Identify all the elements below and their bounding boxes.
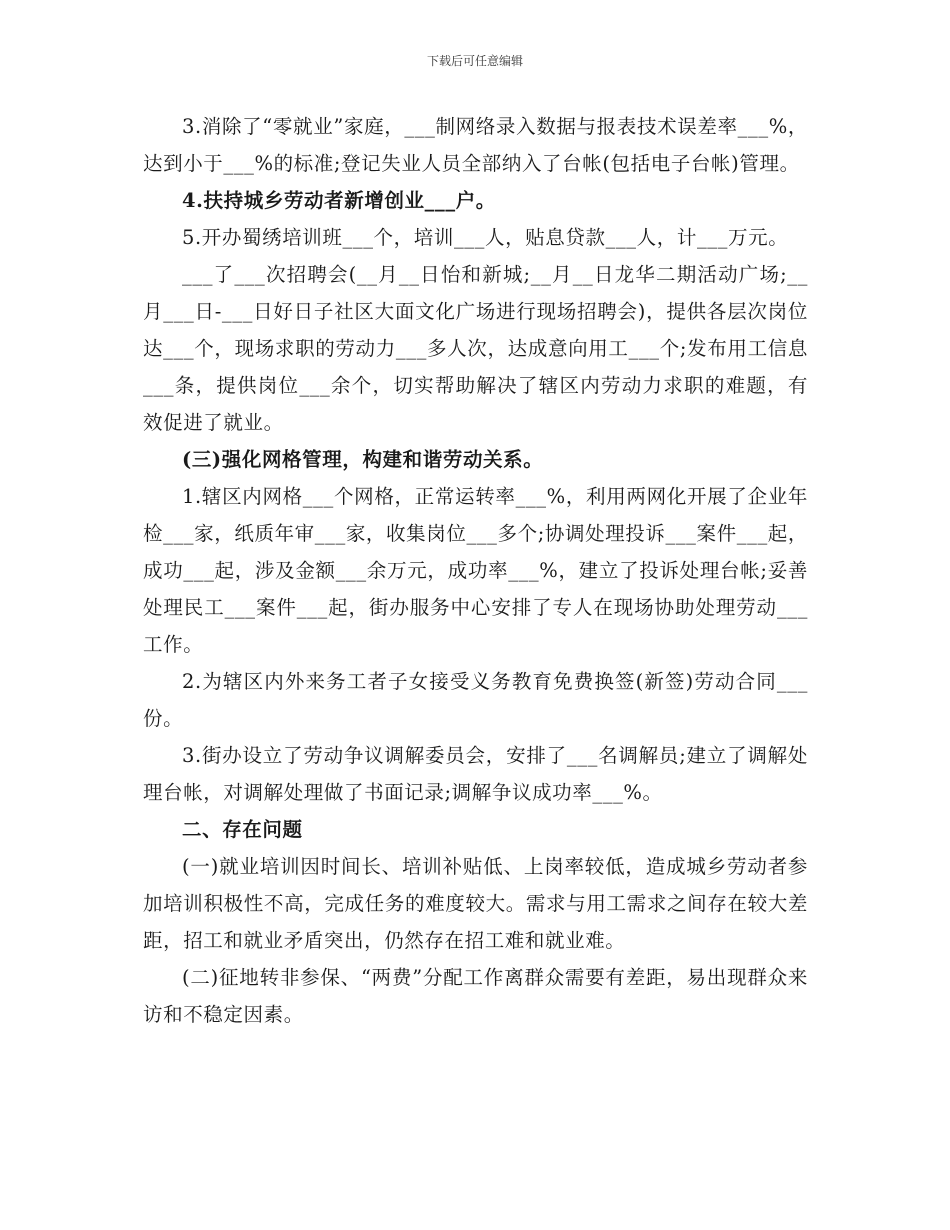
paragraph-grid-item-2: 2.为辖区内外来务工者子女接受义务教育免费换签(新签)劳动合同___份。	[143, 670, 808, 730]
paragraph-item-4-entrepreneurship: 4.扶持城乡劳动者新增创业___户。	[182, 189, 496, 212]
paragraph-problem-1: (一)就业培训因时间长、培训补贴低、上岗率较低，造成城乡劳动者参加培训积极性不高，完成任务的难度较大。需求与用工需求之间存在较大差距，招工和就业矛盾突出，仍然存在招工难和就业难。	[143, 855, 808, 952]
paragraph-problem-2: (二)征地转非参保、“两费”分配工作离群众需要有差距，易出现群众来访和不稳定因素。	[143, 966, 808, 1026]
paragraph-item-3-zero-employment: 3.消除了“零就业”家庭，___制网络录入数据与报表技术误差率___%，达到小于___%的标准;登记失业人员全部纳入了台帐(包括电子台帐)管理。	[143, 115, 808, 175]
section-heading-grid-management: (三)强化网格管理，构建和谐劳动关系。	[182, 448, 544, 471]
paragraph-item-5-embroidery-training: 5.开办蜀绣培训班___个，培训___人，贴息贷款___人，计___万元。	[182, 226, 789, 249]
paragraph-grid-item-3: 3.街办设立了劳动争议调解委员会，安排了___名调解员;建立了调解处理台帐，对调解处理做了书面记录;调解争议成功率___%。	[143, 744, 808, 804]
section-heading-problems: 二、存在问题	[182, 818, 303, 841]
paragraph-grid-item-1: 1.辖区内网格___个网格，正常运转率___%，利用两网化开展了企业年检___家，纸质年审___家，收集岗位___多个;协调处理投诉___案件___起，成功___起，涉及金额___余万元，成功率___%，建立了投诉处理台帐;妥善处理民工___案件___起，街办服务中心安排了专人在现场协助处理劳动___工作。	[143, 485, 808, 656]
paragraph-job-fairs: ___了___次招聘会(__月__日怡和新城;__月__日龙华二期活动广场;__月___日-___日好日子社区大面文化广场进行现场招聘会)，提供各层次岗位达___个，现场求职的劳动力___多人次，达成意向用工___个;发布用工信息___条，提供岗位___余个，切实帮助解决了辖区内劳动力求职的难题，有效促进了就业。	[143, 263, 808, 434]
page-header: 下载后可任意编辑	[426, 54, 523, 68]
document-body	[143, 108, 808, 1033]
